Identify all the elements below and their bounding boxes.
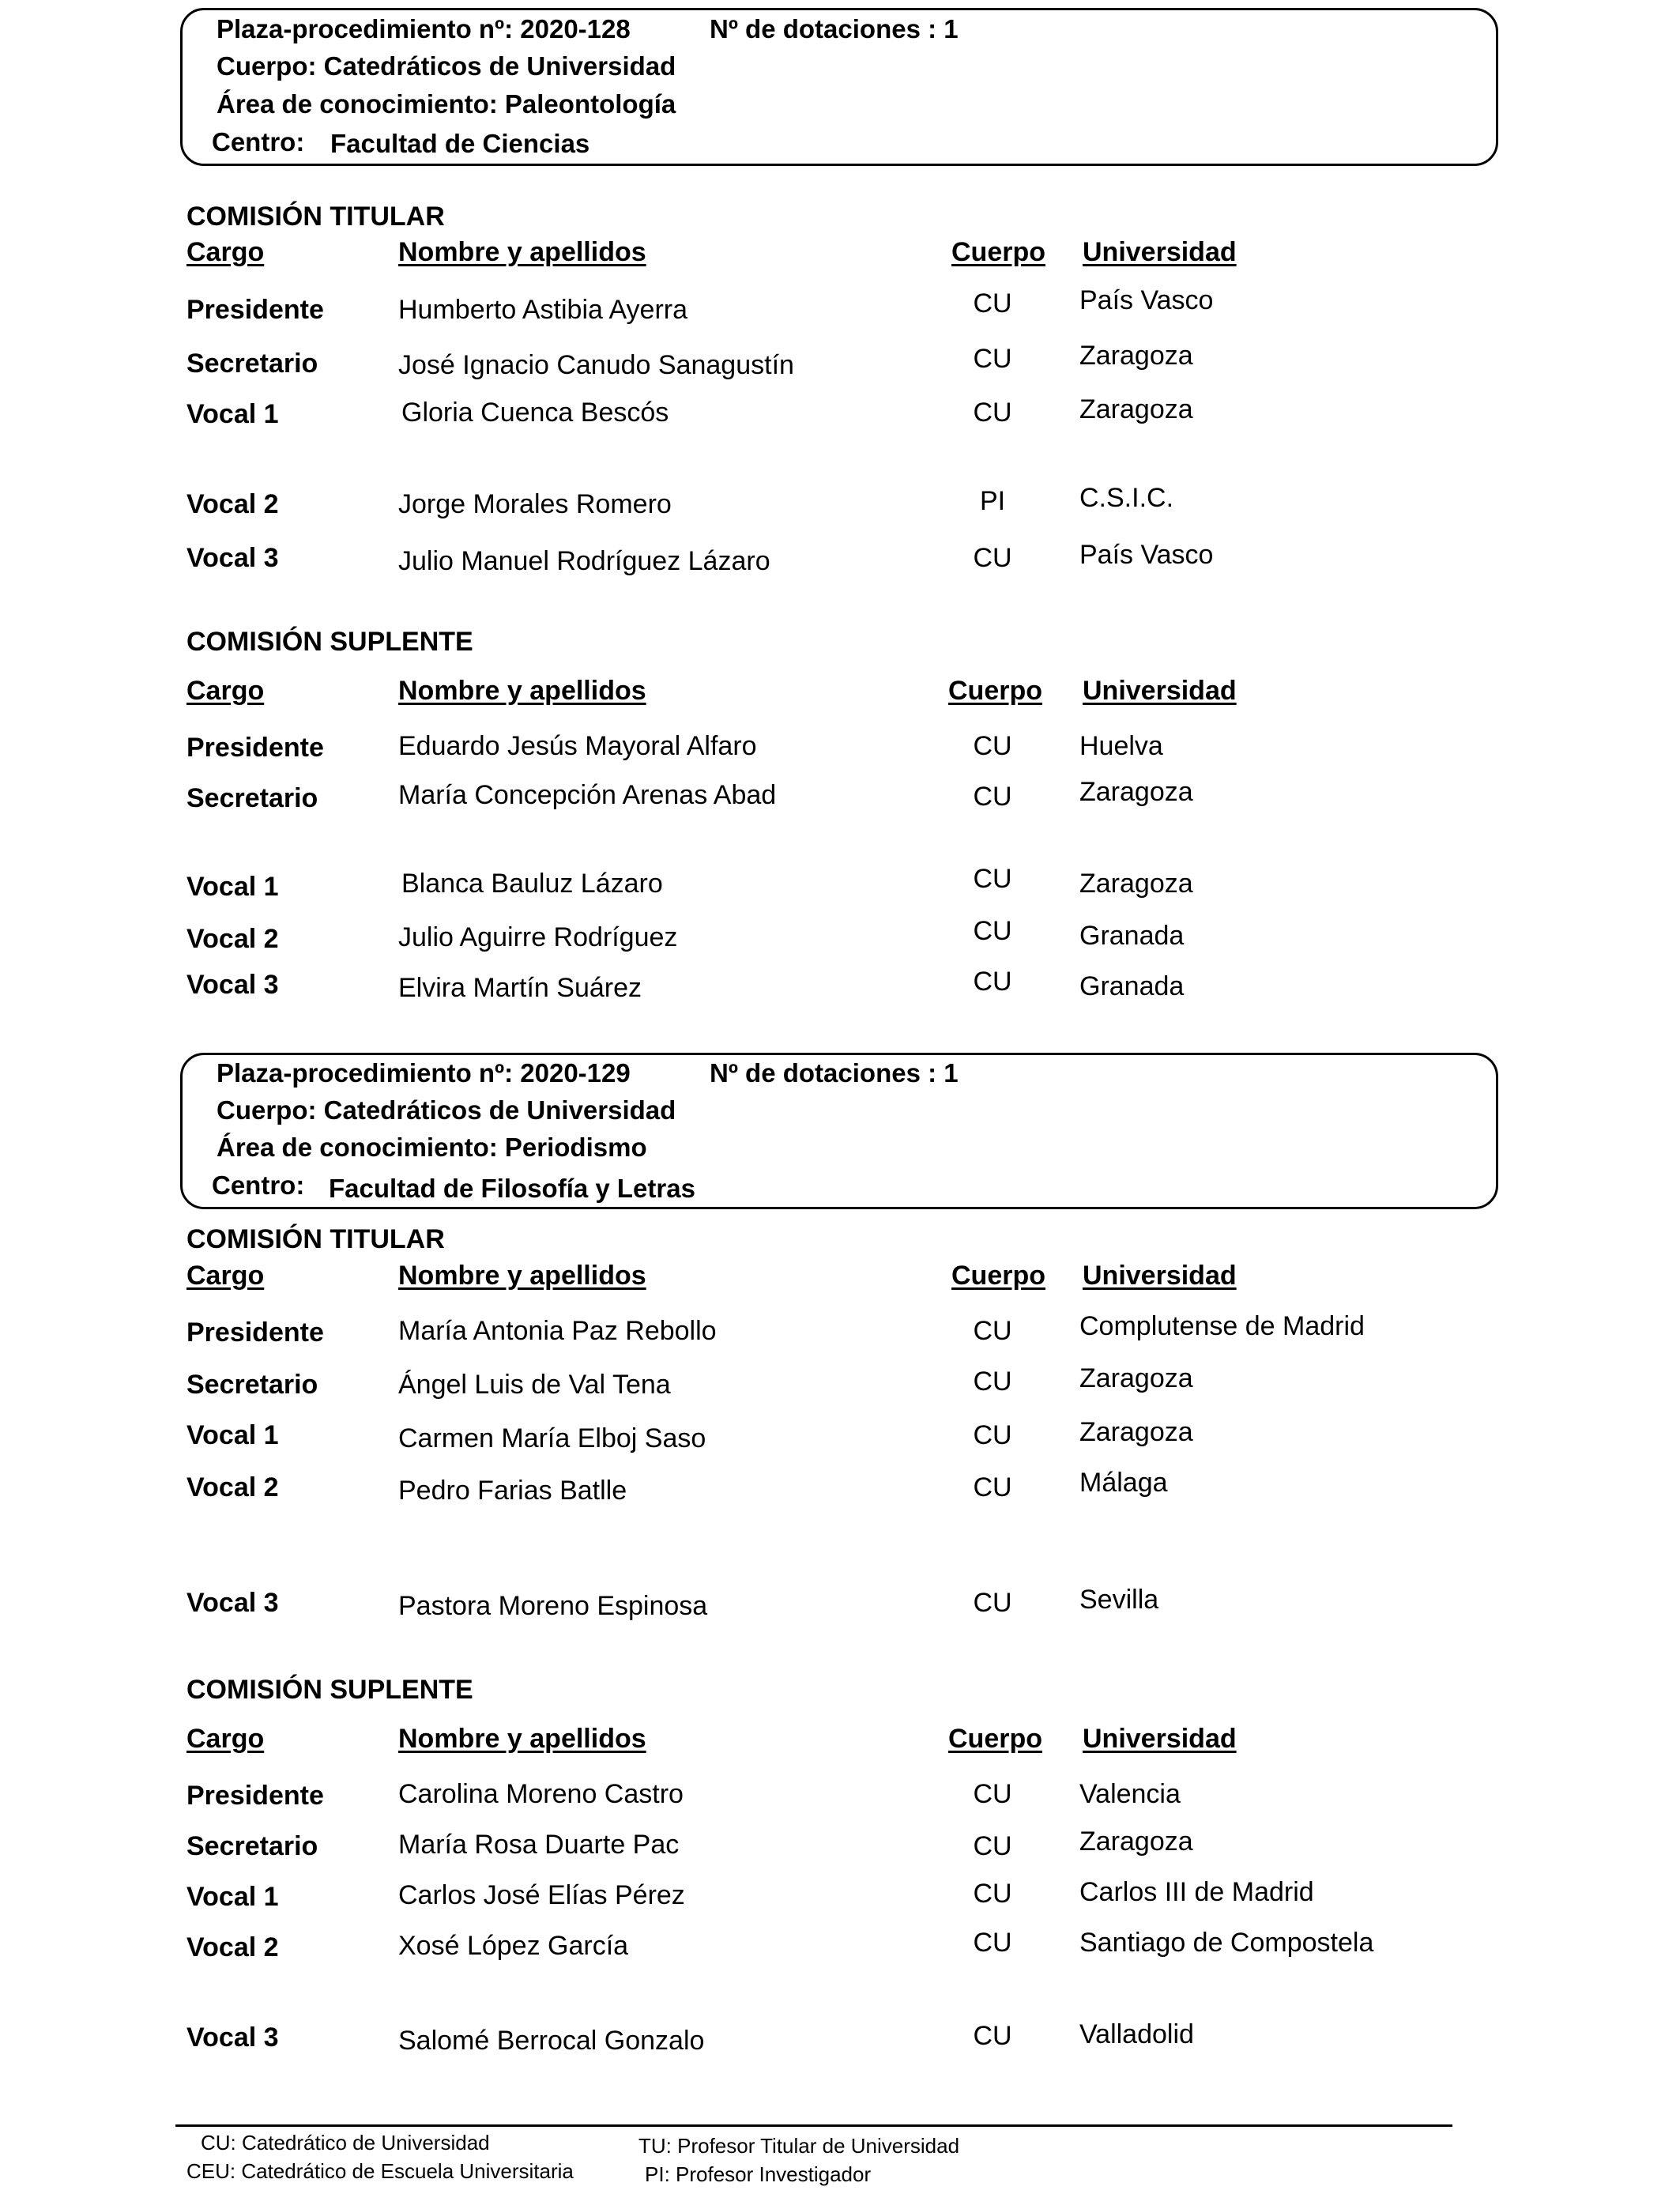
- cuerpo-cell: CU: [973, 1831, 1012, 1861]
- header-universidad: Universidad: [1083, 1261, 1237, 1291]
- universidad-cell: Zaragoza: [1079, 394, 1193, 424]
- cargo-cell: Vocal 3: [186, 970, 279, 1000]
- table-row: [0, 542, 1680, 582]
- table-row: [0, 1780, 1680, 1819]
- cargo-cell: Secretario: [186, 783, 318, 813]
- plaza-area: Área de conocimiento: Periodismo: [217, 1133, 647, 1162]
- universidad-cell: Zaragoza: [1079, 1417, 1193, 1447]
- cuerpo-cell: CU: [973, 344, 1012, 374]
- universidad-cell: Zaragoza: [1079, 1826, 1193, 1857]
- cargo-cell: Vocal 2: [186, 924, 279, 954]
- cuerpo-cell: CU: [973, 1588, 1012, 1618]
- cargo-cell: Vocal 2: [186, 489, 279, 519]
- universidad-cell: Zaragoza: [1079, 1363, 1193, 1393]
- header-cuerpo: Cuerpo: [948, 676, 1042, 706]
- nombre-cell: Pastora Moreno Espinosa: [398, 1591, 708, 1621]
- cuerpo-cell: CU: [973, 288, 1012, 319]
- header-universidad: Universidad: [1083, 1724, 1237, 1754]
- cuerpo-cell: CU: [973, 1879, 1012, 1909]
- legend-ceu: CEU: Catedrático de Escuela Universitaria: [186, 2159, 574, 2183]
- header-nombre: Nombre y apellidos: [398, 237, 646, 267]
- header-universidad: Universidad: [1083, 237, 1237, 267]
- cuerpo-cell: CU: [973, 1472, 1012, 1502]
- cargo-cell: Vocal 1: [186, 399, 279, 429]
- header-cuerpo: Cuerpo: [948, 1724, 1042, 1754]
- universidad-cell: C.S.I.C.: [1079, 483, 1174, 513]
- table-row: [0, 341, 1680, 387]
- nombre-cell: Ángel Luis de Val Tena: [398, 1370, 671, 1400]
- cuerpo-cell: CU: [973, 543, 1012, 573]
- table-row: [0, 1877, 1680, 1921]
- cuerpo-cell: CU: [973, 1928, 1012, 1958]
- nombre-cell: Gloria Cuenca Bescós: [401, 398, 669, 428]
- plaza-centro: Facultad de Filosofía y Letras: [329, 1174, 695, 1203]
- cuerpo-cell: CU: [973, 967, 1012, 997]
- plaza-dotaciones: Nº de dotaciones : 1: [710, 1058, 959, 1088]
- table-row: [0, 777, 1680, 822]
- universidad-cell: Carlos III de Madrid: [1079, 1877, 1314, 1907]
- header-cuerpo: Cuerpo: [951, 1261, 1045, 1291]
- cuerpo-cell: CU: [973, 2021, 1012, 2051]
- universidad-cell: Valladolid: [1079, 2019, 1194, 2049]
- cargo-cell: Vocal 2: [186, 1472, 279, 1502]
- cargo-cell: Vocal 1: [186, 872, 279, 902]
- table-row: [0, 1363, 1680, 1408]
- plaza-centro-label: Centro:: [212, 1171, 305, 1200]
- plaza-procedimiento: Plaza-procedimiento nº: 2020-129: [217, 1058, 631, 1088]
- cargo-cell: Vocal 2: [186, 1932, 279, 1962]
- universidad-cell: País Vasco: [1079, 285, 1214, 315]
- table-row: [0, 2019, 1680, 2061]
- cargo-cell: Vocal 1: [186, 1882, 279, 1912]
- universidad-cell: Huelva: [1079, 731, 1163, 761]
- table-row: [0, 864, 1680, 910]
- nombre-cell: Xosé López García: [398, 1931, 629, 1961]
- plaza-cuerpo: Cuerpo: Catedráticos de Universidad: [217, 51, 676, 81]
- header-nombre: Nombre y apellidos: [398, 1724, 646, 1754]
- table-row: [0, 1587, 1680, 1627]
- cargo-cell: Secretario: [186, 349, 318, 379]
- cargo-cell: Presidente: [186, 1318, 324, 1348]
- plaza-dotaciones: Nº de dotaciones : 1: [710, 14, 959, 43]
- cuerpo-cell: CU: [973, 1420, 1012, 1450]
- universidad-cell: Valencia: [1079, 1779, 1181, 1809]
- nombre-cell: María Antonia Paz Rebollo: [398, 1316, 717, 1346]
- cuerpo-cell: PI: [979, 486, 1006, 516]
- cuerpo-cell: CU: [973, 731, 1012, 761]
- table-row: [0, 1468, 1680, 1511]
- table-row: [0, 1928, 1680, 1971]
- nombre-cell: María Rosa Duarte Pac: [398, 1830, 680, 1860]
- cuerpo-cell: CU: [973, 782, 1012, 812]
- table-row: [0, 483, 1680, 528]
- nombre-cell: Julio Aguirre Rodríguez: [398, 922, 678, 952]
- legend-tu: TU: Profesor Titular de Universidad: [638, 2134, 960, 2158]
- nombre-cell: Julio Manuel Rodríguez Lázaro: [398, 546, 770, 576]
- section-title-suplente: COMISIÓN SUPLENTE: [186, 627, 473, 657]
- table-row: [0, 1826, 1680, 1870]
- cargo-cell: Presidente: [186, 733, 324, 763]
- plaza-area: Área de conocimiento: Paleontología: [217, 89, 676, 119]
- nombre-cell: Humberto Astibia Ayerra: [398, 295, 687, 325]
- cargo-cell: Secretario: [186, 1370, 318, 1400]
- legend-pi: PI: Profesor Investigador: [645, 2162, 872, 2186]
- table-row: [0, 969, 1680, 1008]
- plaza-centro: Facultad de Ciencias: [330, 129, 590, 158]
- universidad-cell: Granada: [1079, 921, 1185, 951]
- universidad-cell: Granada: [1079, 971, 1185, 1001]
- plaza-centro-label: Centro:: [212, 127, 305, 156]
- legend-cu: CU: Catedrático de Universidad: [201, 2131, 490, 2154]
- nombre-cell: José Ignacio Canudo Sanagustín: [398, 350, 794, 380]
- cuerpo-cell: CU: [973, 398, 1012, 428]
- header-nombre: Nombre y apellidos: [398, 1261, 646, 1291]
- footer-divider: [175, 2124, 1452, 2127]
- plaza-procedimiento: Plaza-procedimiento nº: 2020-128: [217, 14, 631, 43]
- nombre-cell: Jorge Morales Romero: [398, 489, 672, 519]
- cargo-cell: Presidente: [186, 295, 324, 325]
- universidad-cell: Complutense de Madrid: [1079, 1311, 1365, 1341]
- section-title-suplente: COMISIÓN SUPLENTE: [186, 1675, 473, 1705]
- header-cargo: Cargo: [186, 676, 265, 706]
- table-row: [0, 732, 1680, 771]
- header-cargo: Cargo: [186, 1724, 265, 1754]
- cargo-cell: Vocal 3: [186, 1588, 279, 1618]
- cuerpo-cell: CU: [973, 864, 1012, 894]
- table-row: [0, 1311, 1680, 1356]
- cargo-cell: Vocal 1: [186, 1420, 279, 1450]
- nombre-cell: Pedro Farias Batlle: [398, 1476, 627, 1506]
- section-title-titular: COMISIÓN TITULAR: [186, 1224, 445, 1254]
- plaza-cuerpo: Cuerpo: Catedráticos de Universidad: [217, 1095, 676, 1125]
- cargo-cell: Secretario: [186, 1831, 318, 1861]
- nombre-cell: María Concepción Arenas Abad: [398, 780, 777, 810]
- nombre-cell: Eduardo Jesús Mayoral Alfaro: [398, 731, 757, 761]
- cargo-cell: Presidente: [186, 1781, 324, 1811]
- header-cuerpo: Cuerpo: [951, 237, 1045, 267]
- nombre-cell: Elvira Martín Suárez: [398, 973, 642, 1003]
- nombre-cell: Carlos José Elías Pérez: [398, 1880, 685, 1910]
- universidad-cell: Sevilla: [1079, 1585, 1159, 1615]
- cuerpo-cell: CU: [973, 1316, 1012, 1346]
- table-row: [0, 1419, 1680, 1459]
- universidad-cell: Zaragoza: [1079, 777, 1193, 807]
- universidad-cell: Málaga: [1079, 1468, 1168, 1498]
- nombre-cell: Blanca Bauluz Lázaro: [401, 869, 663, 899]
- cargo-cell: Vocal 3: [186, 2022, 279, 2053]
- cuerpo-cell: CU: [973, 916, 1012, 946]
- header-cargo: Cargo: [186, 1261, 265, 1291]
- section-title-titular: COMISIÓN TITULAR: [186, 202, 445, 232]
- universidad-cell: País Vasco: [1079, 540, 1214, 570]
- table-row: [0, 285, 1680, 334]
- cuerpo-cell: CU: [973, 1367, 1012, 1397]
- table-row: [0, 916, 1680, 963]
- table-row: [0, 394, 1680, 438]
- universidad-cell: Zaragoza: [1079, 869, 1193, 899]
- universidad-cell: Santiago de Compostela: [1079, 1928, 1374, 1958]
- nombre-cell: Salomé Berrocal Gonzalo: [398, 2026, 705, 2056]
- header-nombre: Nombre y apellidos: [398, 676, 646, 706]
- universidad-cell: Zaragoza: [1079, 341, 1193, 371]
- header-cargo: Cargo: [186, 237, 265, 267]
- cuerpo-cell: CU: [973, 1779, 1012, 1809]
- cargo-cell: Vocal 3: [186, 543, 279, 573]
- nombre-cell: Carolina Moreno Castro: [398, 1779, 684, 1809]
- header-universidad: Universidad: [1083, 676, 1237, 706]
- nombre-cell: Carmen María Elboj Saso: [398, 1423, 706, 1453]
